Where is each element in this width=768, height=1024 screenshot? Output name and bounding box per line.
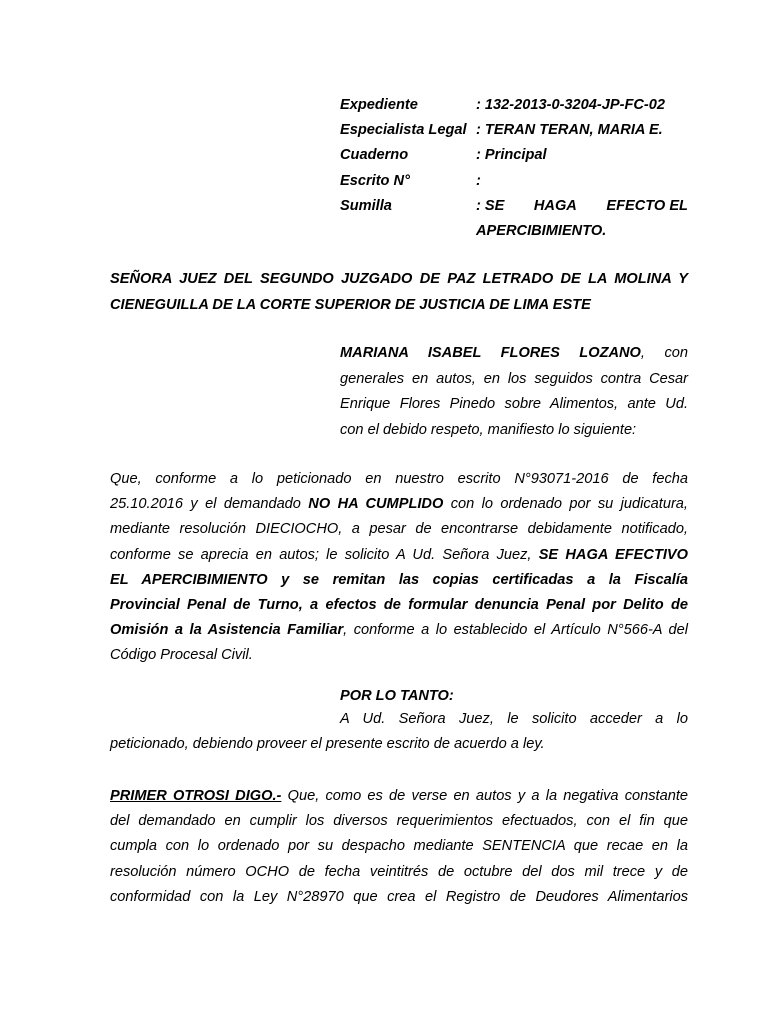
para1-line-5: EL APERCIBIMIENTO y se remitan las copias certificadas a la Fiscalía [110,571,688,588]
otrosi-line-1-text: Que, como es de verse en autos y a la negativa constante [281,788,688,804]
para1-omision: Omisión a la Asistencia Familiar [110,622,344,639]
especialista-value: : TERAN TERAN, MARIA E. [476,121,663,138]
escrito-label: Escrito N° [340,172,410,189]
para1-se-haga-efectivo: SE HAGA EFECTIVO [538,546,688,563]
otrosi-line-3: cumpla con lo ordenado por su despacho mediante SENTENCIA que recae en la [110,838,688,855]
para1-line-4 [110,543,688,568]
para1-line-2c: con lo ordenado por su judicatura, [443,496,688,513]
sumilla-word-2: HAGA [533,197,577,214]
sumilla-continuation: APERCIBIMIENTO. [476,222,607,239]
especialista-row [340,117,688,142]
expediente-label: Expediente [340,96,418,113]
intro-paragraph [340,341,688,443]
expediente-value: : 132-2013-0-3204-JP-FC-02 [476,96,666,113]
especialista-label: Especialista Legal [340,121,467,138]
intro-line-2: generales en autos, en los seguidos contra Cesar [340,370,688,387]
para1-line-8: Código Procesal Civil. [110,647,253,664]
main-paragraph [110,467,688,669]
por-lo-tanto-line-1 [110,707,688,732]
para1-line-3: mediante resolución DIECIOCHO, a pesar de encontrarse debidamente notificado, [110,521,688,538]
otrosi-heading: PRIMER OTROSI DIGO.- [110,788,282,804]
otrosi-line-1 [110,784,688,809]
sumilla-word-3: EFECTO EL [606,197,688,214]
para1-line-7 [110,618,688,643]
para1-line-4a: conforme se aprecia en autos; le solicito A Ud. Señora Juez, [110,546,539,563]
intro-line-4: con el debido respeto, manifiesto lo siguiente: [340,421,637,438]
sumilla-row [340,193,688,218]
cuaderno-row [340,143,688,168]
case-header [340,92,688,239]
para1-line-2 [110,492,688,517]
otrosi-paragraph [110,784,688,910]
intro-line-1-rest: , con [640,345,689,361]
addressee-line-1: SEÑORA JUEZ DEL SEGUNDO JUZGADO DE PAZ LETRADO DE LA MOLINA Y [110,271,688,287]
expediente-row [340,92,688,117]
addressee-line-2: CIENEGUILLA DE LA CORTE SUPERIOR DE JUSTICIA DE LIMA ESTE [110,296,591,313]
por-lo-tanto-heading: POR LO TANTO: [340,688,454,704]
por-lo-tanto-line-2: peticionado, debiendo proveer el presente escrito de acuerdo a ley. [110,736,545,753]
cuaderno-label: Cuaderno [340,147,409,164]
cuaderno-value: : Principal [476,147,547,164]
escrito-value: : [476,172,481,189]
addressee [110,267,688,318]
para1-line-6: Provincial Penal de Turno, a efectos de formular denuncia Penal por Delito de [110,597,688,614]
sumilla-value [476,198,688,214]
por-lo-tanto-line-1-text: A Ud. Señora Juez, le solicito acceder a lo [340,711,688,727]
para1-no-ha-cumplido: NO HA CUMPLIDO [308,496,444,513]
para1-line-1: Que, conforme a lo peticionado en nuestro escrito N°93071-2016 de fecha [110,471,688,487]
otrosi-line-5: conformidad con la Ley N°28970 que crea el Registro de Deudores Alimentarios [110,888,688,905]
otrosi-line-4: resolución número OCHO de fecha veintitrés de octubre del dos mil trece y de [110,863,688,880]
para1-line-2a: 25.10.2016 y el demandado [110,496,309,513]
por-lo-tanto-paragraph [110,707,688,757]
para1-line-7b: , conforme a lo establecido el Artículo N°566-A del [343,622,688,639]
intro-line-3: Enrique Flores Pinedo sobre Alimentos, ante Ud. [340,396,688,412]
petitioner-name: MARIANA ISABEL FLORES LOZANO [340,345,641,361]
escrito-row [340,168,688,193]
sumilla-word-1: : SE [476,197,505,214]
intro-line-1 [340,341,688,367]
sumilla-label: Sumilla [340,197,392,214]
otrosi-line-2: del demandado en cumplir los diversos requerimientos efectuados, con el fin que [110,813,688,830]
